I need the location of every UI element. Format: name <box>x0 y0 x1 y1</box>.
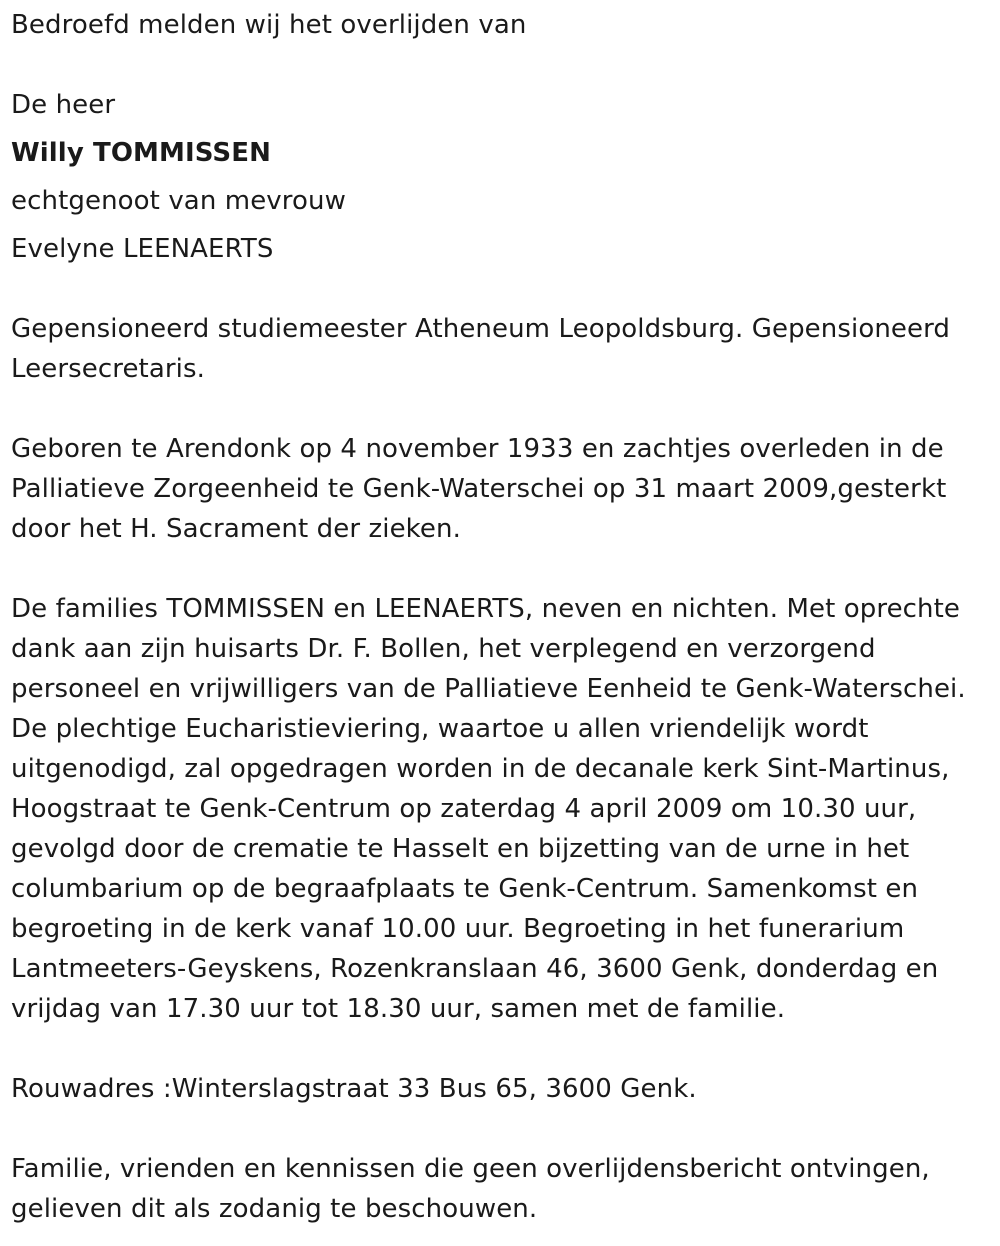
service-line: gevolgd door de crematie te Hasselt en bijzetting van de urne in het <box>11 834 910 864</box>
closing-line: Familie, vrienden en kennissen die geen overlijdensbericht ontvingen, <box>11 1154 930 1184</box>
deceased-name: Willy TOMMISSEN <box>11 138 271 168</box>
service-line: De families TOMMISSEN en LEENAERTS, neven en nichten. Met oprechte <box>11 594 961 624</box>
service-line: Lantmeeters-Geyskens, Rozenkranslaan 46, 3600 Genk, donderdag en <box>11 954 939 984</box>
birth-death-line: Geboren te Arendonk op 4 november 1933 en zachtjes overleden in de <box>11 434 944 464</box>
intro-text: Bedroefd melden wij het overlijden van <box>11 10 527 40</box>
service-line: vrijdag van 17.30 uur tot 18.30 uur, samen met de familie. <box>11 994 786 1024</box>
service-line: columbarium op de begraafplaats te Genk-Centrum. Samenkomst en <box>11 874 919 904</box>
occupation-line: Gepensioneerd studiemeester Atheneum Leopoldsburg. Gepensioneerd <box>11 314 951 344</box>
birth-death-line: door het H. Sacrament der zieken. <box>11 514 461 544</box>
service-line: Hoogstraat te Genk-Centrum op zaterdag 4 april 2009 om 10.30 uur, <box>11 794 917 824</box>
salutation: De heer <box>11 90 116 120</box>
closing-line: gelieven dit als zodanig te beschouwen. <box>11 1194 538 1224</box>
mourning-address: Rouwadres :Winterslagstraat 33 Bus 65, 3600 Genk. <box>11 1074 697 1104</box>
occupation-line: Leersecretaris. <box>11 354 206 384</box>
service-line: dank aan zijn huisarts Dr. F. Bollen, het verplegend en verzorgend <box>11 634 876 664</box>
service-line: begroeting in de kerk vanaf 10.00 uur. Begroeting in het funerarium <box>11 914 905 944</box>
service-line: personeel en vrijwilligers van de Palliatieve Eenheid te Genk-Waterschei. <box>11 674 966 704</box>
service-line: De plechtige Eucharistieviering, waartoe u allen vriendelijk wordt <box>11 714 869 744</box>
spouse-name: Evelyne LEENAERTS <box>11 234 274 264</box>
spouse-relation: echtgenoot van mevrouw <box>11 186 346 216</box>
service-line: uitgenodigd, zal opgedragen worden in de decanale kerk Sint-Martinus, <box>11 754 950 784</box>
birth-death-line: Palliatieve Zorgeenheid te Genk-Waterschei op 31 maart 2009,gesterkt <box>11 474 947 504</box>
